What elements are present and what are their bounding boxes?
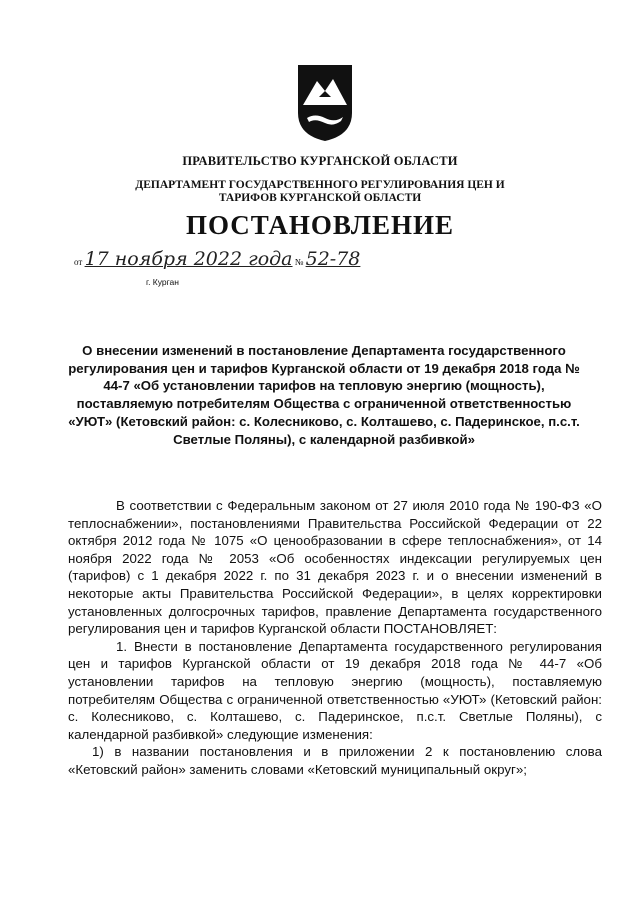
document-type-title: ПОСТАНОВЛЕНИЕ bbox=[185, 210, 455, 240]
dateline bbox=[74, 248, 360, 270]
government-name: ПРАВИТЕЛЬСТВО КУРГАНСКОЙ ОБЛАСТИ bbox=[182, 154, 458, 168]
handwritten-number: 52-78 bbox=[305, 248, 361, 270]
document-subject: О внесении изменений в постановление Департамента государственного регулирования цен и тарифов Курганской области от 19 декабря 2018 года № 44-7 «Об установлении тарифов на тепловую энергию (мощность), поставляемую потребителям Общества с ограниченной ответственностью «УЮТ» (Кетовский район: с. Колесниково, с. Колташево, с. Падеринское, п.с.т. Светлые Поляны), с календарной разбивкой» bbox=[68, 343, 580, 447]
preamble-paragraph: В соответствии с Федеральным законом от 27 июля 2010 года № 190-ФЗ «О теплоснабжении», постановлениями Правительства Российской Федерации от 22 октября 2012 года № 1075 «О ценообразовании в сфере теплоснабжения», от 14 ноября 2022 года № 2053 «Об особенностях индексации регулируемых цен (тарифов) с 1 декабря 2022 г. по 31 декабря 2023 г. и о внесении изменений в некоторые акты Правительства Российской Федерации», в целях корректировки установленных долгосрочных тарифов, правление Департамента государственного регулирования цен и тарифов Курганской области ПОСТАНОВЛЯЕТ: bbox=[68, 498, 602, 637]
item-1-1-paragraph: 1) в названии постановления и в приложении 2 к постановлению слова «Кетовский район» заменить словами «Кетовский муниципальный округ»; bbox=[68, 744, 602, 777]
document-body bbox=[68, 497, 602, 779]
number-label: № bbox=[294, 257, 304, 267]
department-name: ДЕПАРТАМЕНТ ГОСУДАРСТВЕННОГО РЕГУЛИРОВАНИЯ ЦЕН И ТАРИФОВ КУРГАНСКОЙ ОБЛАСТИ bbox=[135, 179, 505, 204]
handwritten-date: 17 ноября 2022 года bbox=[84, 248, 293, 270]
place-of-issue: г. Курган bbox=[146, 277, 179, 287]
from-label: от bbox=[74, 257, 83, 267]
item-1-paragraph: 1. Внести в постановление Департамента государственного регулирования цен и тарифов Курганской области от 19 декабря 2018 года № 44-7 «Об установлении тарифов на тепловую энергию (мощность), поставляемую потребителям Общества с ограниченной ответственностью «УЮТ» (Кетовский район: с. Колесниково, с. Колташево, с. Падеринское, п.с.т. Светлые Поляны), с календарной разбивкой» следующие изменения: bbox=[68, 638, 602, 742]
coat-of-arms-icon bbox=[295, 63, 355, 143]
